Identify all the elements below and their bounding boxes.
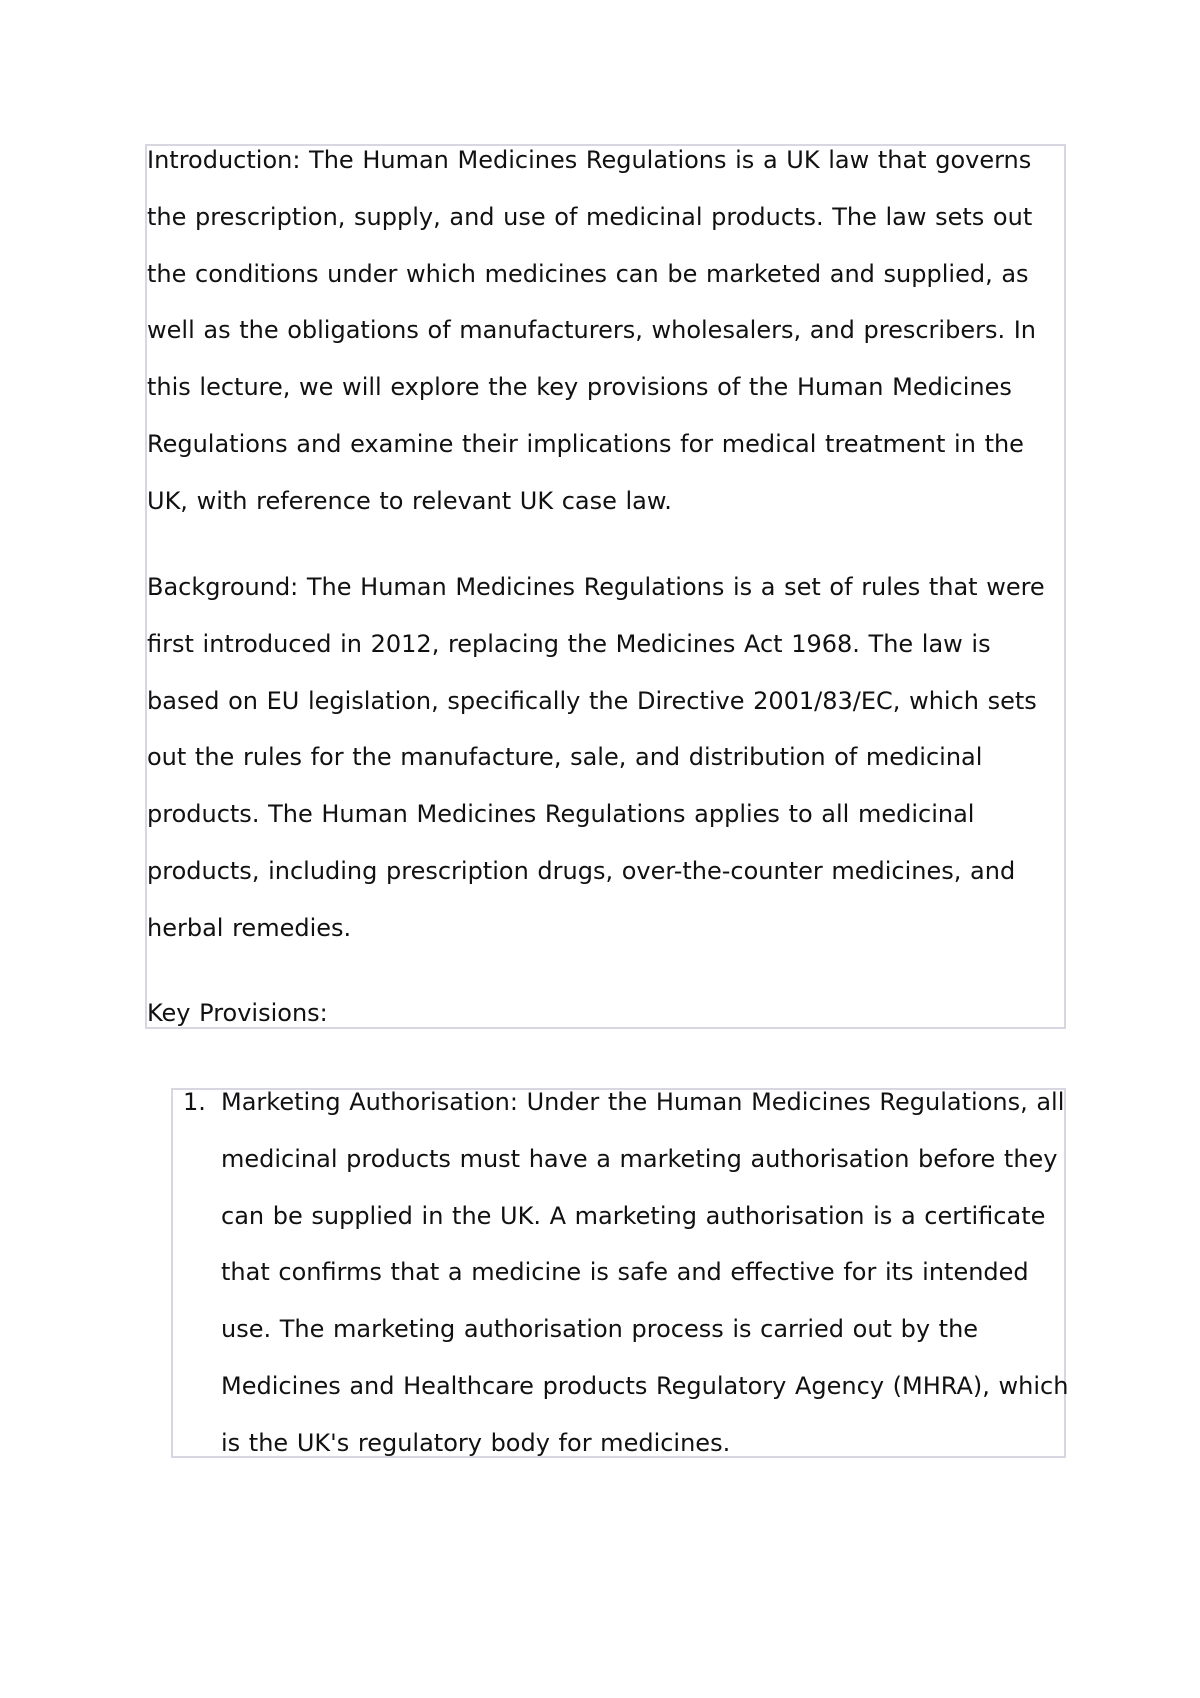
list-item [171, 1074, 1071, 1472]
introduction-paragraph: Introduction: The Human Medicines Regulations is a UK law that governs the prescription, supply, and use of medicinal products. The law sets out the conditions under which medicines can be marketed and supplied, as well as the obligations of manufacturers, wholesalers, and prescribers. In this lecture, we will explore the key provisions of the Human Medicines Regulations and examine their implications for medical treatment in the UK, with reference to relevant UK case law. [147, 146, 1036, 515]
list-item-text: Marketing Authorisation: Under the Human Medicines Regulations, all medicinal products must have a marketing authorisation before they can be supplied in the UK. A marketing authorisation is a certificate that confirms that a medicine is safe and effective for its intended use. The marketing authorisation process is carried out by the Medicines and Healthcare products Regulatory Agency (MHRA), which is the UK's regulatory body for medicines. [221, 1088, 1069, 1457]
list-item-number: 1. [183, 1088, 206, 1116]
provisions-list [171, 1074, 1071, 1472]
background-paragraph: Background: The Human Medicines Regulations is a set of rules that were first introduced in 2012, replacing the Medicines Act 1968. The law is based on EU legislation, specifically the Directive 2001/83/EC, which sets out the rules for the manufacture, sale, and distribution of medicinal products. The Human Medicines Regulations applies to all medicinal products, including prescription drugs, over-the-counter medicines, and herbal remedies. [147, 573, 1045, 942]
key-provisions-heading: Key Provisions: [147, 999, 328, 1027]
